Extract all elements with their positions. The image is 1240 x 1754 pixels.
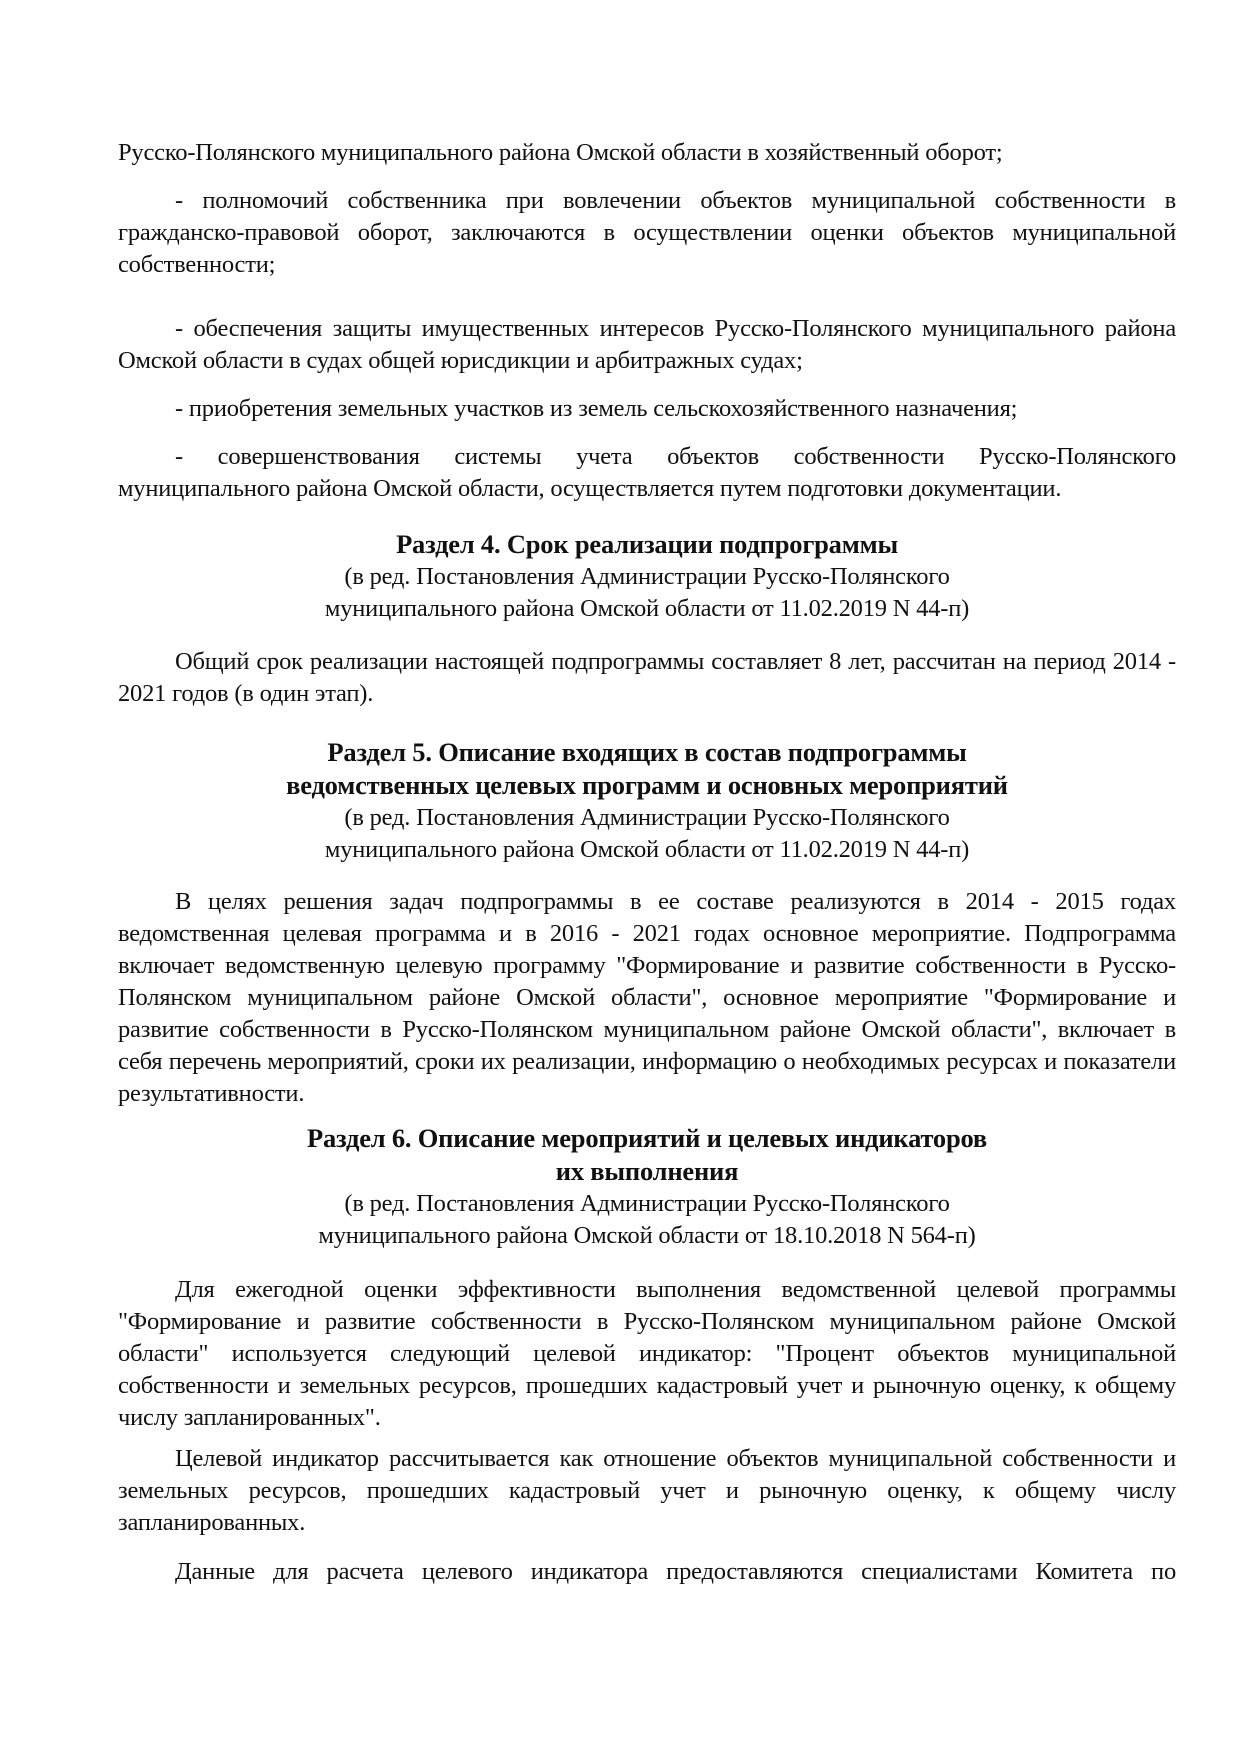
section-6-title-line-1: Раздел 6. Описание мероприятий и целевых индикаторов xyxy=(307,1123,987,1153)
paragraph: - приобретения земельных участков из земель сельскохозяйственного назначения; xyxy=(175,395,1018,422)
section-5-body xyxy=(118,886,1176,1110)
section-5-title-line-2: ведомственных целевых программ и основных мероприятий xyxy=(286,770,1008,800)
list-item-protection xyxy=(118,313,1176,377)
section-6-amendment-line-2: муниципального района Омской области от 18.10.2018 N 564-п) xyxy=(318,1222,976,1249)
paragraph-continuation xyxy=(118,137,1176,169)
paragraph: - совершенствования системы учета объектов собственности Русско-Полянского муниципального района Омской области, осуществляется путем подготовки документации. xyxy=(118,443,1176,502)
paragraph: В целях решения задач подпрограммы в ее составе реализуются в 2014 - 2015 годах ведомственная целевая программа и в 2016 - 2021 годах основное мероприятие. Подпрограмма включает ведомственную целевую программу "Формирование и развитие собственности в Русско-Полянском муниципальном районе Омской области", основное мероприятие "Формирование и развитие собственности в Русско-Полянском муниципальном районе Омской области", включает в себя перечень мероприятий, сроки их реализации, информацию о необходимых ресурсах и показатели результативности. xyxy=(118,888,1176,1107)
section-6-amendment-line-1: (в ред. Постановления Администрации Русско-Полянского xyxy=(344,1190,950,1217)
section-4-amendment-line-1: (в ред. Постановления Администрации Русско-Полянского xyxy=(344,563,950,590)
section-4-title: Раздел 4. Срок реализации подпрограммы xyxy=(396,529,898,559)
section-4-amendment-line-2: муниципального района Омской области от 11.02.2019 N 44-п) xyxy=(324,595,970,622)
section-4-body xyxy=(118,646,1176,710)
section-5-amendment-line-1: (в ред. Постановления Администрации Русско-Полянского xyxy=(344,804,950,831)
section-5 xyxy=(118,736,1176,866)
paragraph: Русско-Полянского муниципального района Омской области в хозяйственный оборот; xyxy=(118,139,1003,166)
section-6 xyxy=(118,1122,1176,1252)
paragraph: Целевой индикатор рассчитывается как отношение объектов муниципальной собственности и земельных ресурсов, прошедших кадастровый учет и рыночную оценку, к общему числу запланированных. xyxy=(118,1445,1176,1536)
paragraph: - обеспечения защиты имущественных интересов Русско-Полянского муниципального района Омской области в судах общей юрисдикции и арбитражных судах; xyxy=(118,315,1176,374)
paragraph: - полномочий собственника при вовлечении объектов муниципальной собственности в гражданско-правовой оборот, заключаются в осуществлении оценки объектов муниципальной собственности; xyxy=(118,187,1176,278)
section-6-title-line-2: их выполнения xyxy=(555,1156,739,1186)
section-6-indicator-paragraph xyxy=(118,1274,1176,1434)
section-5-title-line-1: Раздел 5. Описание входящих в состав подпрограммы xyxy=(327,737,967,767)
list-item-accounting xyxy=(118,441,1176,505)
section-4 xyxy=(118,528,1176,625)
list-item-powers xyxy=(118,185,1176,281)
paragraph: Общий срок реализации настоящей подпрограммы составляет 8 лет, рассчитан на период 2014 - 2021 годов (в один этап). xyxy=(118,648,1176,707)
paragraph: Данные для расчета целевого индикатора предоставляются специалистами Комитета по xyxy=(175,1558,1176,1585)
section-5-amendment-line-2: муниципального района Омской области от 11.02.2019 N 44-п) xyxy=(324,836,970,863)
section-6-data-source-paragraph xyxy=(118,1556,1176,1588)
paragraph: Для ежегодной оценки эффективности выполнения ведомственной целевой программы "Формирование и развитие собственности в Русско-Полянском муниципальном районе Омской области" используется следующий целевой индикатор: "Процент объектов муниципальной собственности и земельных ресурсов, прошедших кадастровый учет и рыночную оценку, к общему числу запланированных". xyxy=(118,1276,1176,1431)
section-6-calculation-paragraph xyxy=(118,1443,1176,1539)
list-item-land xyxy=(118,393,1176,425)
